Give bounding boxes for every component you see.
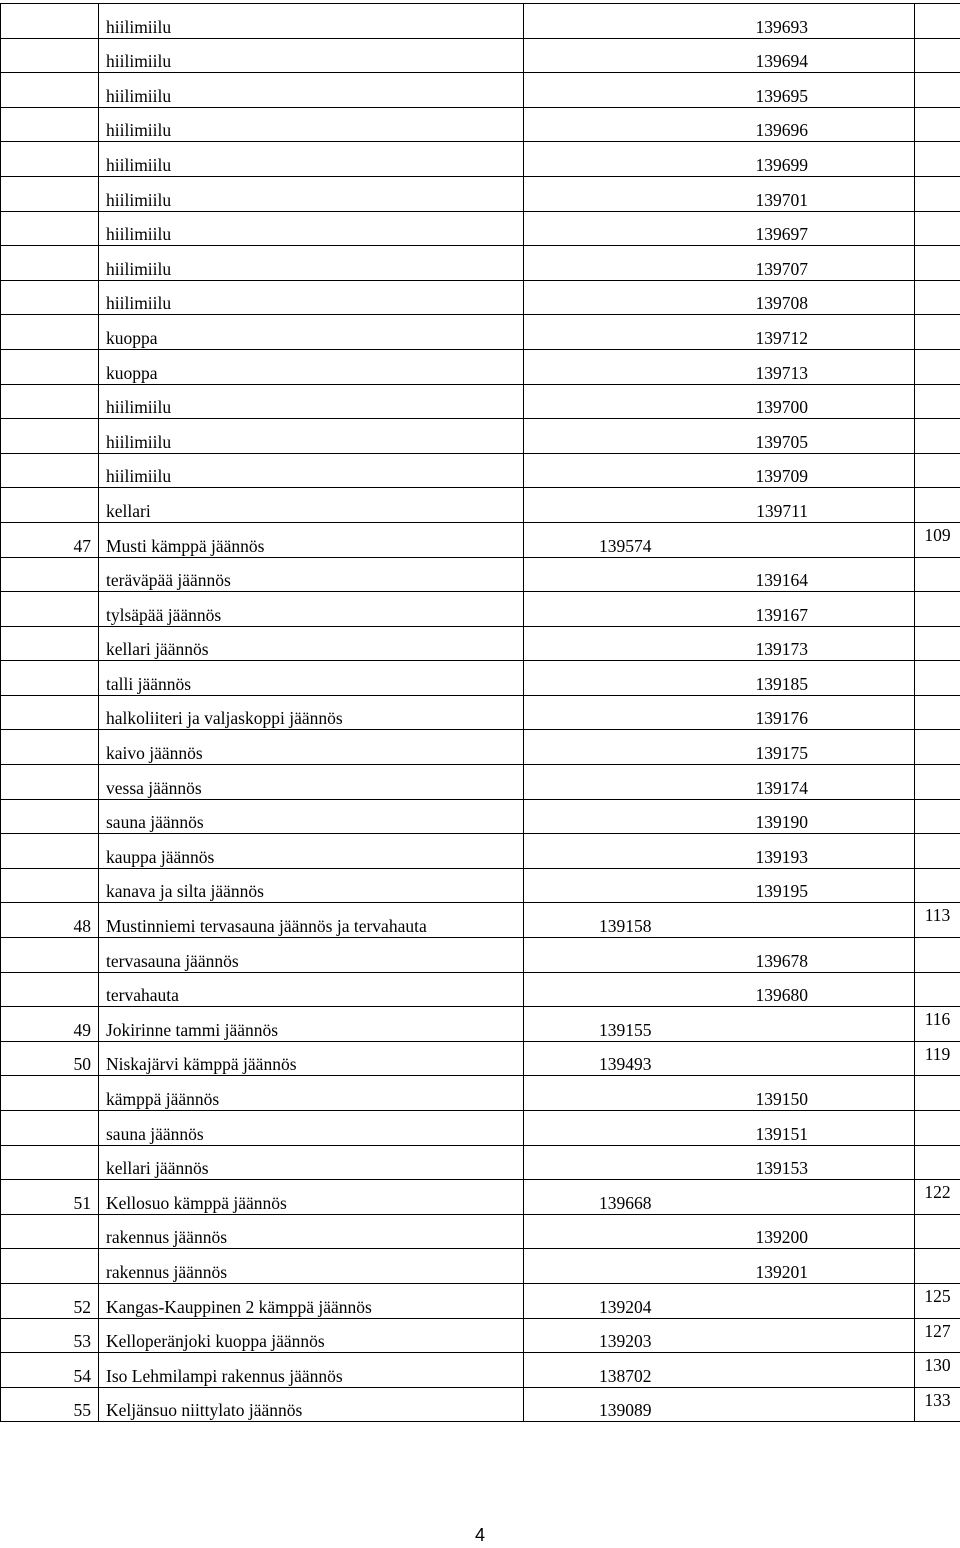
table-row bbox=[1, 4, 960, 39]
row-page-ref bbox=[915, 557, 960, 592]
row-number bbox=[1, 557, 99, 592]
row-main-id: 139089 bbox=[524, 1387, 655, 1422]
row-sub-id: 139200 bbox=[655, 1214, 915, 1249]
row-description: hiilimiilu bbox=[99, 280, 524, 315]
row-number bbox=[1, 176, 99, 211]
table-row bbox=[1, 453, 960, 488]
row-main-id bbox=[524, 661, 655, 696]
table-row bbox=[1, 1214, 960, 1249]
row-main-id: 139158 bbox=[524, 903, 655, 938]
row-description: kuoppa bbox=[99, 315, 524, 350]
table-row bbox=[1, 522, 960, 557]
row-sub-id: 139680 bbox=[655, 972, 915, 1007]
row-sub-id bbox=[655, 1007, 915, 1042]
row-main-id: 139204 bbox=[524, 1283, 655, 1318]
row-main-id: 139493 bbox=[524, 1041, 655, 1076]
row-sub-id: 139713 bbox=[655, 349, 915, 384]
row-page-ref bbox=[915, 73, 960, 108]
row-main-id bbox=[524, 4, 655, 39]
row-number bbox=[1, 765, 99, 800]
row-description: Keljänsuo niittylato jäännös bbox=[99, 1387, 524, 1422]
row-number bbox=[1, 280, 99, 315]
row-sub-id: 139153 bbox=[655, 1145, 915, 1180]
row-number: 53 bbox=[1, 1318, 99, 1353]
row-number: 52 bbox=[1, 1283, 99, 1318]
row-main-id bbox=[524, 73, 655, 108]
row-main-id: 139668 bbox=[524, 1180, 655, 1215]
table-row bbox=[1, 592, 960, 627]
row-description: hiilimiilu bbox=[99, 142, 524, 177]
row-sub-id: 139697 bbox=[655, 211, 915, 246]
row-description: halkoliiteri ja valjaskoppi jäännös bbox=[99, 695, 524, 730]
row-number bbox=[1, 38, 99, 73]
row-page-ref bbox=[915, 453, 960, 488]
row-description: hiilimiilu bbox=[99, 246, 524, 281]
row-description: tervasauna jäännös bbox=[99, 938, 524, 973]
row-sub-id: 139700 bbox=[655, 384, 915, 419]
row-main-id bbox=[524, 765, 655, 800]
table-row bbox=[1, 730, 960, 765]
row-description: tylsäpää jäännös bbox=[99, 592, 524, 627]
row-main-id bbox=[524, 938, 655, 973]
row-main-id bbox=[524, 868, 655, 903]
row-main-id bbox=[524, 315, 655, 350]
row-page-ref bbox=[915, 315, 960, 350]
table-row bbox=[1, 1007, 960, 1042]
row-main-id bbox=[524, 488, 655, 523]
row-number bbox=[1, 419, 99, 454]
table-row bbox=[1, 176, 960, 211]
table-row bbox=[1, 557, 960, 592]
row-number bbox=[1, 1145, 99, 1180]
row-number bbox=[1, 488, 99, 523]
row-number bbox=[1, 315, 99, 350]
row-description: Kelloperänjoki kuoppa jäännös bbox=[99, 1318, 524, 1353]
row-page-ref bbox=[915, 349, 960, 384]
row-sub-id bbox=[655, 1387, 915, 1422]
row-number bbox=[1, 626, 99, 661]
row-main-id bbox=[524, 453, 655, 488]
row-sub-id: 139167 bbox=[655, 592, 915, 627]
row-number bbox=[1, 868, 99, 903]
row-sub-id: 139699 bbox=[655, 142, 915, 177]
row-sub-id: 139174 bbox=[655, 765, 915, 800]
row-description: kellari jäännös bbox=[99, 1145, 524, 1180]
row-number bbox=[1, 972, 99, 1007]
table-row bbox=[1, 1041, 960, 1076]
row-description: Mustinniemi tervasauna jäännös ja tervahauta bbox=[99, 903, 524, 938]
row-main-id bbox=[524, 834, 655, 869]
row-main-id: 139574 bbox=[524, 522, 655, 557]
row-number bbox=[1, 73, 99, 108]
row-sub-id: 139201 bbox=[655, 1249, 915, 1284]
table-row bbox=[1, 972, 960, 1007]
row-main-id: 139203 bbox=[524, 1318, 655, 1353]
table-row bbox=[1, 626, 960, 661]
table-row bbox=[1, 1111, 960, 1146]
row-number bbox=[1, 695, 99, 730]
row-page-ref bbox=[915, 972, 960, 1007]
row-number bbox=[1, 730, 99, 765]
row-description: hiilimiilu bbox=[99, 453, 524, 488]
row-number bbox=[1, 1111, 99, 1146]
row-sub-id: 139696 bbox=[655, 107, 915, 142]
row-sub-id bbox=[655, 1180, 915, 1215]
table-row bbox=[1, 73, 960, 108]
row-main-id: 139155 bbox=[524, 1007, 655, 1042]
row-main-id bbox=[524, 1111, 655, 1146]
table-row bbox=[1, 834, 960, 869]
row-sub-id: 139693 bbox=[655, 4, 915, 39]
row-number: 49 bbox=[1, 1007, 99, 1042]
row-sub-id bbox=[655, 1041, 915, 1076]
row-main-id bbox=[524, 1145, 655, 1180]
row-description: kämppä jäännös bbox=[99, 1076, 524, 1111]
row-description: rakennus jäännös bbox=[99, 1214, 524, 1249]
row-main-id bbox=[524, 142, 655, 177]
row-sub-id: 139173 bbox=[655, 626, 915, 661]
table-row bbox=[1, 1318, 960, 1353]
row-description: Musti kämppä jäännös bbox=[99, 522, 524, 557]
row-page-ref: 127 bbox=[915, 1318, 960, 1353]
row-page-ref: 113 bbox=[915, 903, 960, 938]
row-number bbox=[1, 453, 99, 488]
row-description: hiilimiilu bbox=[99, 107, 524, 142]
row-page-ref: 109 bbox=[915, 522, 960, 557]
table-row bbox=[1, 868, 960, 903]
table-row bbox=[1, 903, 960, 938]
table-row bbox=[1, 142, 960, 177]
row-sub-id: 139176 bbox=[655, 695, 915, 730]
row-page-ref bbox=[915, 384, 960, 419]
row-page-ref bbox=[915, 142, 960, 177]
row-main-id bbox=[524, 1249, 655, 1284]
row-description: sauna jäännös bbox=[99, 799, 524, 834]
row-sub-id: 139709 bbox=[655, 453, 915, 488]
row-page-ref bbox=[915, 592, 960, 627]
row-number bbox=[1, 592, 99, 627]
table-row bbox=[1, 765, 960, 800]
row-main-id bbox=[524, 1214, 655, 1249]
row-page-ref: 125 bbox=[915, 1283, 960, 1318]
row-main-id bbox=[524, 211, 655, 246]
row-main-id bbox=[524, 972, 655, 1007]
row-number: 54 bbox=[1, 1353, 99, 1388]
table-row bbox=[1, 38, 960, 73]
row-description: kuoppa bbox=[99, 349, 524, 384]
row-number bbox=[1, 1214, 99, 1249]
row-description: hiilimiilu bbox=[99, 176, 524, 211]
table-row bbox=[1, 938, 960, 973]
row-description: hiilimiilu bbox=[99, 419, 524, 454]
row-number bbox=[1, 1249, 99, 1284]
row-main-id bbox=[524, 1076, 655, 1111]
row-description: hiilimiilu bbox=[99, 38, 524, 73]
row-description: rakennus jäännös bbox=[99, 1249, 524, 1284]
row-description: kellari jäännös bbox=[99, 626, 524, 661]
row-main-id bbox=[524, 730, 655, 765]
row-sub-id: 139190 bbox=[655, 799, 915, 834]
row-page-ref bbox=[915, 176, 960, 211]
row-page-ref bbox=[915, 419, 960, 454]
row-sub-id: 139195 bbox=[655, 868, 915, 903]
row-sub-id: 139175 bbox=[655, 730, 915, 765]
table-row bbox=[1, 1353, 960, 1388]
row-sub-id: 139150 bbox=[655, 1076, 915, 1111]
row-description: Jokirinne tammi jäännös bbox=[99, 1007, 524, 1042]
row-sub-id: 139694 bbox=[655, 38, 915, 73]
row-description: kauppa jäännös bbox=[99, 834, 524, 869]
row-page-ref bbox=[915, 38, 960, 73]
row-description: tervahauta bbox=[99, 972, 524, 1007]
row-sub-id: 139705 bbox=[655, 419, 915, 454]
row-number: 50 bbox=[1, 1041, 99, 1076]
row-main-id bbox=[524, 626, 655, 661]
row-page-ref bbox=[915, 1249, 960, 1284]
row-number bbox=[1, 246, 99, 281]
row-sub-id: 139708 bbox=[655, 280, 915, 315]
row-number bbox=[1, 384, 99, 419]
row-main-id bbox=[524, 176, 655, 211]
row-page-ref: 133 bbox=[915, 1387, 960, 1422]
table-row bbox=[1, 211, 960, 246]
table-row bbox=[1, 315, 960, 350]
row-page-ref bbox=[915, 488, 960, 523]
row-number bbox=[1, 799, 99, 834]
row-description: hiilimiilu bbox=[99, 4, 524, 39]
row-sub-id: 139164 bbox=[655, 557, 915, 592]
table-row bbox=[1, 246, 960, 281]
row-description: talli jäännös bbox=[99, 661, 524, 696]
row-main-id bbox=[524, 280, 655, 315]
page-number: 4 bbox=[474, 1525, 485, 1545]
site-index-table bbox=[0, 3, 960, 1422]
row-page-ref: 122 bbox=[915, 1180, 960, 1215]
row-page-ref bbox=[915, 695, 960, 730]
row-sub-id: 139678 bbox=[655, 938, 915, 973]
row-sub-id: 139695 bbox=[655, 73, 915, 108]
row-description: hiilimiilu bbox=[99, 384, 524, 419]
table-row bbox=[1, 384, 960, 419]
row-number bbox=[1, 107, 99, 142]
row-sub-id: 139707 bbox=[655, 246, 915, 281]
row-page-ref bbox=[915, 868, 960, 903]
row-sub-id bbox=[655, 1353, 915, 1388]
table-row bbox=[1, 1249, 960, 1284]
row-description: hiilimiilu bbox=[99, 211, 524, 246]
row-main-id bbox=[524, 799, 655, 834]
table-row bbox=[1, 488, 960, 523]
row-page-ref bbox=[915, 834, 960, 869]
row-page-ref bbox=[915, 1076, 960, 1111]
row-main-id bbox=[524, 38, 655, 73]
row-page-ref bbox=[915, 211, 960, 246]
row-description: kellari bbox=[99, 488, 524, 523]
table-row bbox=[1, 1283, 960, 1318]
table-row bbox=[1, 280, 960, 315]
row-page-ref bbox=[915, 661, 960, 696]
row-number bbox=[1, 142, 99, 177]
table-row bbox=[1, 419, 960, 454]
row-number bbox=[1, 211, 99, 246]
table-row bbox=[1, 1145, 960, 1180]
row-sub-id bbox=[655, 1318, 915, 1353]
row-page-ref: 116 bbox=[915, 1007, 960, 1042]
table-row bbox=[1, 107, 960, 142]
row-number bbox=[1, 1076, 99, 1111]
row-page-ref bbox=[915, 765, 960, 800]
row-page-ref bbox=[915, 1111, 960, 1146]
row-description: teräväpää jäännös bbox=[99, 557, 524, 592]
row-number: 51 bbox=[1, 1180, 99, 1215]
row-main-id bbox=[524, 107, 655, 142]
row-page-ref bbox=[915, 799, 960, 834]
row-page-ref bbox=[915, 107, 960, 142]
row-description: Kangas-Kauppinen 2 kämppä jäännös bbox=[99, 1283, 524, 1318]
row-description: Iso Lehmilampi rakennus jäännös bbox=[99, 1353, 524, 1388]
row-number: 55 bbox=[1, 1387, 99, 1422]
row-number bbox=[1, 834, 99, 869]
row-main-id bbox=[524, 592, 655, 627]
table-row bbox=[1, 1076, 960, 1111]
row-main-id bbox=[524, 349, 655, 384]
row-page-ref bbox=[915, 1145, 960, 1180]
row-description: vessa jäännös bbox=[99, 765, 524, 800]
row-number: 48 bbox=[1, 903, 99, 938]
table-row bbox=[1, 349, 960, 384]
row-description: Kellosuo kämppä jäännös bbox=[99, 1180, 524, 1215]
row-description: hiilimiilu bbox=[99, 73, 524, 108]
row-main-id bbox=[524, 557, 655, 592]
row-main-id bbox=[524, 419, 655, 454]
row-sub-id: 139712 bbox=[655, 315, 915, 350]
row-description: kanava ja silta jäännös bbox=[99, 868, 524, 903]
row-page-ref bbox=[915, 1214, 960, 1249]
row-number bbox=[1, 661, 99, 696]
row-description: kaivo jäännös bbox=[99, 730, 524, 765]
row-number bbox=[1, 938, 99, 973]
row-main-id bbox=[524, 384, 655, 419]
row-page-ref: 130 bbox=[915, 1353, 960, 1388]
row-page-ref bbox=[915, 246, 960, 281]
row-sub-id bbox=[655, 903, 915, 938]
row-main-id bbox=[524, 695, 655, 730]
row-description: Niskajärvi kämppä jäännös bbox=[99, 1041, 524, 1076]
row-page-ref: 119 bbox=[915, 1041, 960, 1076]
row-sub-id: 139185 bbox=[655, 661, 915, 696]
table-body bbox=[1, 4, 960, 1422]
row-sub-id: 139711 bbox=[655, 488, 915, 523]
row-page-ref bbox=[915, 4, 960, 39]
table-row bbox=[1, 695, 960, 730]
table-row bbox=[1, 1387, 960, 1422]
row-page-ref bbox=[915, 280, 960, 315]
row-sub-id bbox=[655, 522, 915, 557]
row-sub-id: 139193 bbox=[655, 834, 915, 869]
row-number bbox=[1, 4, 99, 39]
table-row bbox=[1, 1180, 960, 1215]
row-sub-id: 139151 bbox=[655, 1111, 915, 1146]
row-page-ref bbox=[915, 730, 960, 765]
row-number bbox=[1, 349, 99, 384]
row-main-id bbox=[524, 246, 655, 281]
row-sub-id bbox=[655, 1283, 915, 1318]
table-row bbox=[1, 799, 960, 834]
table-row bbox=[1, 661, 960, 696]
row-main-id: 138702 bbox=[524, 1353, 655, 1388]
row-page-ref bbox=[915, 626, 960, 661]
row-page-ref bbox=[915, 938, 960, 973]
row-sub-id: 139701 bbox=[655, 176, 915, 211]
row-number: 47 bbox=[1, 522, 99, 557]
row-description: sauna jäännös bbox=[99, 1111, 524, 1146]
